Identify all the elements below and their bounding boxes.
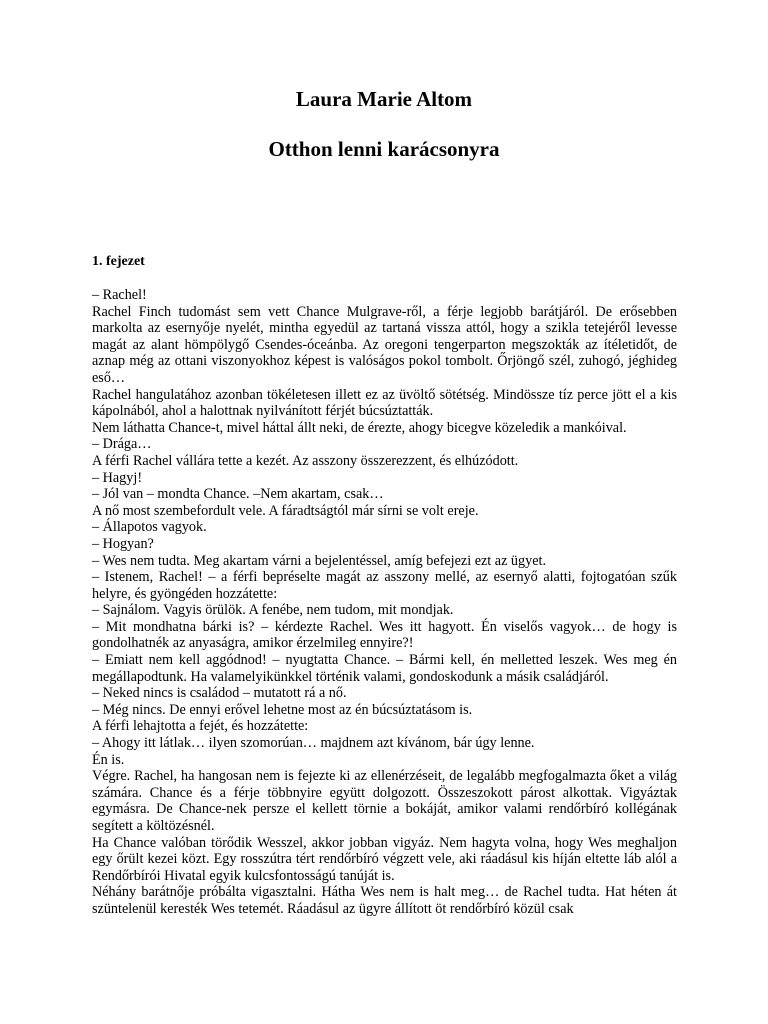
- paragraph: – Mit mondhatna bárki is? – kérdezte Rachel. Wes itt hagyott. Én viselős vagyok… de hogy is gondolhatnék az anyaságra, amikor érzelmileg ennyire?!: [92, 618, 677, 652]
- paragraph: – Emiatt nem kell aggódnod! – nyugtatta Chance. – Bármi kell, én melletted leszek. Wes meg én megállapodtunk. Ha valamelyikünkkel történik valami, gondoskodunk a másik családjáról.: [92, 652, 677, 685]
- paragraph: – Ahogy itt látlak… ilyen szomorúan… majdnem azt kívánom, bár úgy lenne.: [92, 735, 535, 752]
- paragraph: A nő most szembefordult vele. A fáradtságtól már sírni se volt ereje.: [92, 502, 479, 519]
- paragraph: – Hagyj!: [92, 469, 143, 486]
- paragraph: A férfi lehajtotta a fejét, és hozzátette:: [92, 718, 309, 735]
- paragraph: Néhány barátnője próbálta vigasztalni. Hátha Wes nem is halt meg… de Rachel tudta. Hat héten át szüntelenül keresték Wes tetemét. Ráadásul az ügyre állított öt rendőrbíró közül csak: [92, 884, 677, 917]
- paragraph: – Istenem, Rachel! – a férfi bepréselte magát az asszony mellé, az esernyő alatti, fojtogatóan szűk helyre, és gyöngéden hozzátette:: [92, 569, 677, 602]
- paragraph: A férfi Rachel vállára tette a kezét. Az asszony összerezzent, és elhúzódott.: [92, 452, 519, 469]
- paragraph: – Rachel!: [92, 287, 147, 303]
- paragraph: – Hogyan?: [92, 535, 154, 552]
- paragraph: – Drága…: [92, 436, 152, 453]
- author-name: Laura Marie Altom: [295, 87, 473, 111]
- paragraph: Nem láthatta Chance-t, mivel háttal állt neki, de érezte, ahogy bicegve közeledik a mankóival.: [92, 419, 627, 436]
- paragraph: – Sajnálom. Vagyis örülök. A fenébe, nem tudom, mit mondjak.: [92, 602, 454, 619]
- book-title: Otthon lenni karácsonyra: [268, 137, 500, 161]
- paragraph: Végre. Rachel, ha hangosan nem is fejezte ki az ellenérzéseit, de legalább megfogalmazta őket a világ számára. Chance és a férje többnyire együtt dolgozott. Összeszokott párost alkottak. Vigyáztak egymásra. De Chance-nek persze el kellett törnie a bokáját, amikor valami rendőrbíró kollégának segített a költözésnél.: [92, 768, 677, 834]
- paragraph: – Még nincs. De ennyi erővel lehetne most az én búcsúztatásom is.: [92, 701, 473, 718]
- chapter-heading: 1. fejezet: [92, 254, 145, 269]
- paragraph: – Wes nem tudta. Meg akartam várni a bejelentéssel, amíg befejezi ezt az ügyet.: [92, 552, 546, 569]
- paragraph: – Neked nincs is családod – mutatott rá a nő.: [92, 685, 347, 702]
- paragraph: Rachel Finch tudomást sem vett Chance Mulgrave-ről, a férje legjobb barátjáról. De erősebben markolta az esernyője nyelét, mintha egyedül az tartaná vissza attól, hogy a szikla tetejéről levesse magát az alant hömpölygő Csendes-óceánba. Az oregoni tengerparton megszokták az ítéletidőt, de aznap még az ottani viszonyokhoz képest is valóságos pokol tombolt. Őrjöngő szél, zuhogó, jéghideg eső…: [92, 303, 677, 386]
- paragraph: Én is.: [92, 751, 125, 768]
- paragraph: – Jól van – mondta Chance. –Nem akartam, csak…: [92, 486, 384, 503]
- body-text: [92, 287, 677, 918]
- paragraph: – Állapotos vagyok.: [92, 519, 207, 536]
- paragraph: Ha Chance valóban törődik Wesszel, akkor jobban vigyáz. Nem hagyta volna, hogy Wes meghaljon egy őrült kezei közt. Egy rosszútra tért rendőrbíró végzett vele, aki ráadásul kis híján eltette láb alól a Rendőrbírói Hivatal egyik kulcsfontosságú tanúját is.: [92, 834, 677, 884]
- paragraph: Rachel hangulatához azonban tökéletesen illett ez az üvöltő sötétség. Mindössze tíz perce jött el a kis kápolnából, ahol a halottnak nyilvánított férjét búcsúztatták.: [92, 386, 677, 420]
